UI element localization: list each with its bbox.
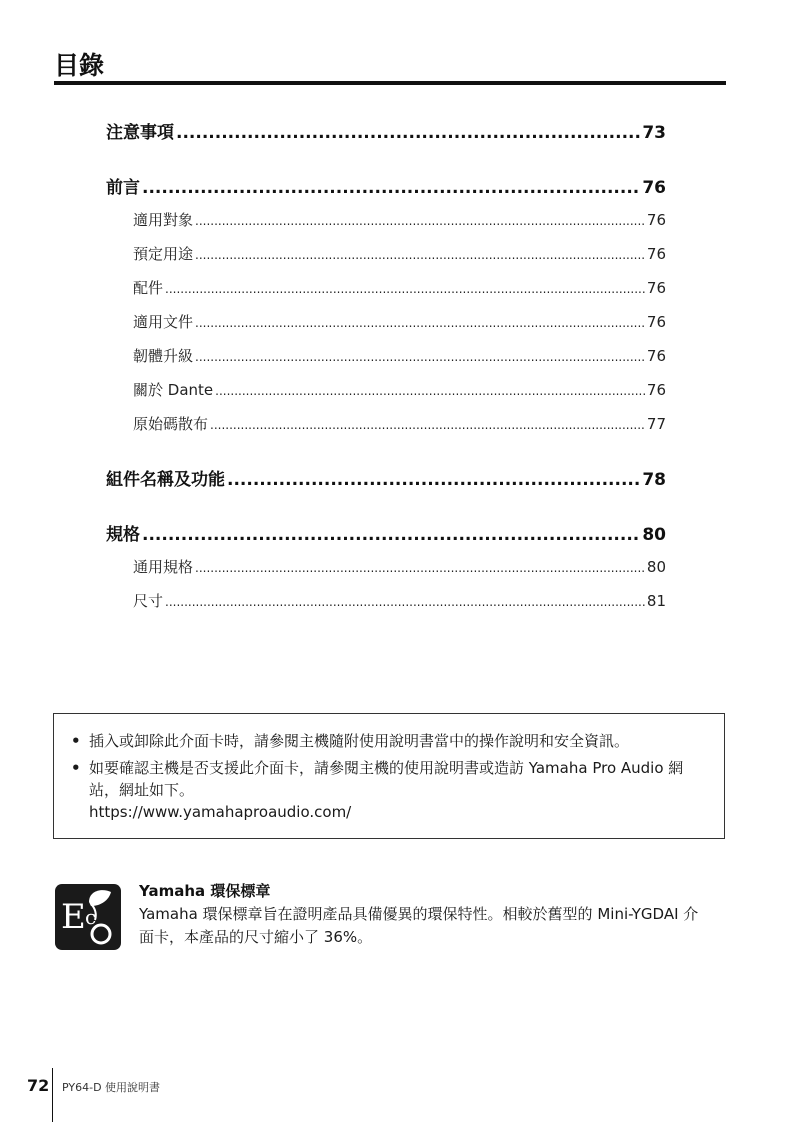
toc-entry[interactable] bbox=[133, 277, 666, 298]
eco-letter-e: E bbox=[61, 897, 86, 937]
footer-divider bbox=[52, 1068, 53, 1122]
toc-page: 80 bbox=[642, 525, 666, 545]
eco-title: Yamaha 環保標章 bbox=[139, 882, 271, 900]
toc-entry[interactable] bbox=[106, 520, 666, 545]
toc-page: 76 bbox=[642, 178, 666, 198]
toc-entry[interactable] bbox=[133, 311, 666, 332]
notice-item bbox=[71, 757, 701, 823]
website-link[interactable]: https://www.yamahaproaudio.com/ bbox=[89, 803, 352, 821]
toc-leader bbox=[195, 558, 645, 576]
footer-page-number: 72 bbox=[27, 1076, 50, 1095]
notice-box bbox=[53, 713, 725, 839]
toc-entry[interactable] bbox=[106, 173, 666, 198]
toc-page: 76 bbox=[646, 381, 666, 399]
page-title: 目錄 bbox=[54, 51, 105, 80]
toc-label: 尺寸 bbox=[133, 592, 164, 610]
toc-page: 76 bbox=[646, 245, 666, 263]
toc-label: 原始碼散布 bbox=[133, 415, 209, 433]
footer-doc-name: PY64-D 使用說明書 bbox=[62, 1081, 161, 1094]
toc-label: 前言 bbox=[106, 178, 140, 198]
eco-description: Yamaha 環保標章旨在證明產品具備優異的環保特性。相較於舊型的 Mini-YGDAI 介面卡，本產品的尺寸縮小了 36%。 bbox=[139, 905, 699, 946]
toc-leader bbox=[215, 381, 645, 399]
toc-leader bbox=[165, 592, 645, 610]
toc-leader bbox=[227, 470, 640, 490]
toc-entry[interactable] bbox=[106, 118, 666, 143]
toc-label: 適用文件 bbox=[133, 313, 194, 331]
toc-label: 通用規格 bbox=[133, 558, 194, 576]
toc-label: 預定用途 bbox=[133, 245, 194, 263]
toc-label: 規格 bbox=[106, 525, 140, 545]
toc-entry[interactable] bbox=[133, 379, 666, 400]
toc-label: 適用對象 bbox=[133, 211, 194, 229]
bullet-icon: • bbox=[71, 732, 81, 750]
notice-text: 插入或卸除此介面卡時，請參閱主機隨附使用說明書當中的操作說明和安全資訊。 bbox=[89, 732, 630, 750]
toc-page: 78 bbox=[642, 470, 666, 490]
toc-leader bbox=[176, 123, 640, 143]
toc-page: 76 bbox=[646, 313, 666, 331]
toc-page: 76 bbox=[646, 211, 666, 229]
notice-text: 如要確認主機是否支援此介面卡，請參閱主機的使用說明書或造訪 Yamaha Pro Audio 網站，網址如下。 bbox=[89, 759, 684, 799]
toc-entry[interactable] bbox=[133, 590, 666, 611]
toc-page: 76 bbox=[646, 347, 666, 365]
toc-entry[interactable] bbox=[133, 413, 666, 434]
toc-page: 80 bbox=[646, 558, 666, 576]
toc-leader bbox=[142, 525, 640, 545]
toc-entry[interactable] bbox=[133, 243, 666, 264]
toc-leader bbox=[142, 178, 640, 198]
toc-leader bbox=[195, 313, 645, 331]
toc-leader bbox=[195, 211, 645, 229]
toc-leader bbox=[195, 245, 645, 263]
eco-letter-c: c bbox=[85, 905, 97, 929]
toc-leader bbox=[165, 279, 645, 297]
toc-label: 配件 bbox=[133, 279, 164, 297]
toc-entry[interactable] bbox=[106, 465, 666, 490]
toc-leader bbox=[210, 415, 645, 433]
toc-label: 韌體升級 bbox=[133, 347, 194, 365]
toc-entry[interactable] bbox=[133, 556, 666, 577]
toc-leader bbox=[195, 347, 645, 365]
toc-entry[interactable] bbox=[133, 209, 666, 230]
eco-label-icon bbox=[55, 884, 121, 950]
toc-page: 76 bbox=[646, 279, 666, 297]
toc-page: 81 bbox=[646, 592, 666, 610]
notice-body bbox=[89, 757, 701, 823]
bullet-icon: • bbox=[71, 759, 81, 777]
toc-label: 關於 Dante bbox=[133, 381, 214, 399]
toc-page: 77 bbox=[646, 415, 666, 433]
toc-label: 組件名稱及功能 bbox=[106, 470, 225, 490]
toc-label: 注意事項 bbox=[106, 123, 174, 143]
title-divider bbox=[54, 81, 726, 85]
toc-page: 73 bbox=[642, 123, 666, 143]
notice-item bbox=[71, 730, 701, 752]
toc-entry[interactable] bbox=[133, 345, 666, 366]
